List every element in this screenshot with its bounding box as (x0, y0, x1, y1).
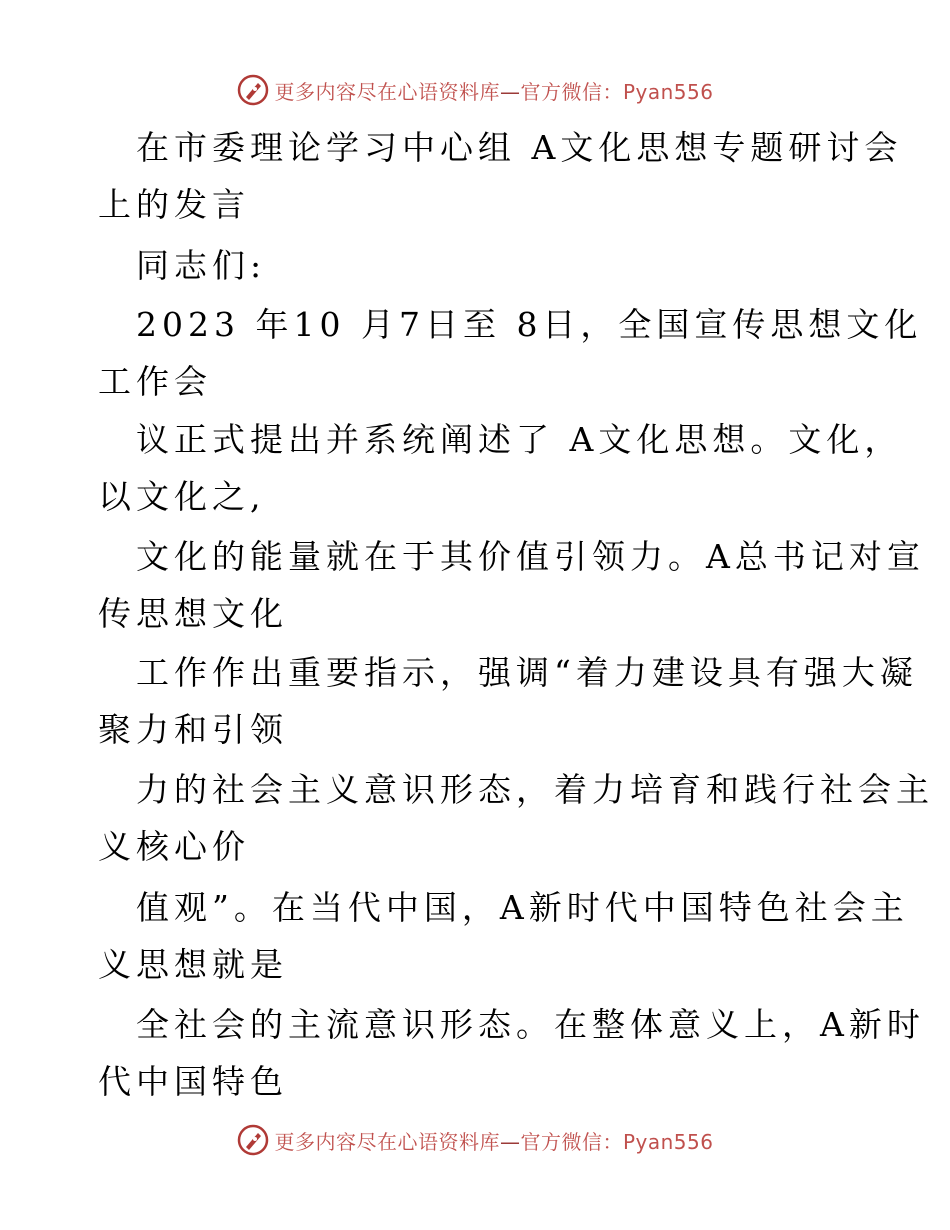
paragraph-line: 议正式提出并系统阐述了 A文化思想。文化， (136, 420, 903, 459)
pen-nib-icon (236, 1123, 270, 1157)
paragraph-line: 代中国特色 (98, 1062, 288, 1101)
banner-contact: 官方微信：Pyan556 (520, 1129, 714, 1154)
banner-brand: 更多内容尽在心语资料库 (274, 1129, 500, 1154)
banner-text (274, 76, 713, 105)
title-line-1: 在市委理论学习中心组 A文化思想专题研讨会 (136, 128, 903, 167)
paragraph-line: 聚力和引领 (98, 710, 288, 749)
paragraph-line: 力的社会主义意识形态，着力培育和践行社会主 (136, 770, 934, 809)
title-line-2: 上的发言 (98, 185, 250, 224)
paragraph-line: 文化的能量就在于其价值引领力。A总书记对宣 (136, 537, 925, 576)
banner-text (274, 1126, 713, 1155)
paragraph-line: 工作会 (98, 362, 212, 401)
header-banner (0, 70, 950, 110)
paragraph-line: 义思想就是 (98, 945, 288, 984)
banner-separator: — (499, 1129, 521, 1154)
salutation: 同志们: (136, 246, 267, 285)
pen-nib-icon (236, 73, 270, 107)
paragraph-line: 值观”。在当代中国，A新时代中国特色社会主 (136, 888, 909, 927)
paragraph-line: 以文化之, (98, 477, 266, 516)
banner-contact: 官方微信：Pyan556 (520, 79, 714, 104)
paragraph-line: 全社会的主流意识形态。在整体意义上，A新时 (136, 1005, 925, 1044)
paragraph-line: 义核心价 (98, 827, 250, 866)
paragraph-line: 传思想文化 (98, 594, 288, 633)
banner-brand: 更多内容尽在心语资料库 (274, 79, 500, 104)
banner-separator: — (499, 79, 521, 104)
paragraph-line: 2023 年10 月7日至 8日，全国宣传思想文化 (136, 305, 923, 344)
paragraph-line: 工作作出重要指示，强调“着力建设具有强大凝 (136, 653, 918, 692)
footer-banner (0, 1120, 950, 1160)
